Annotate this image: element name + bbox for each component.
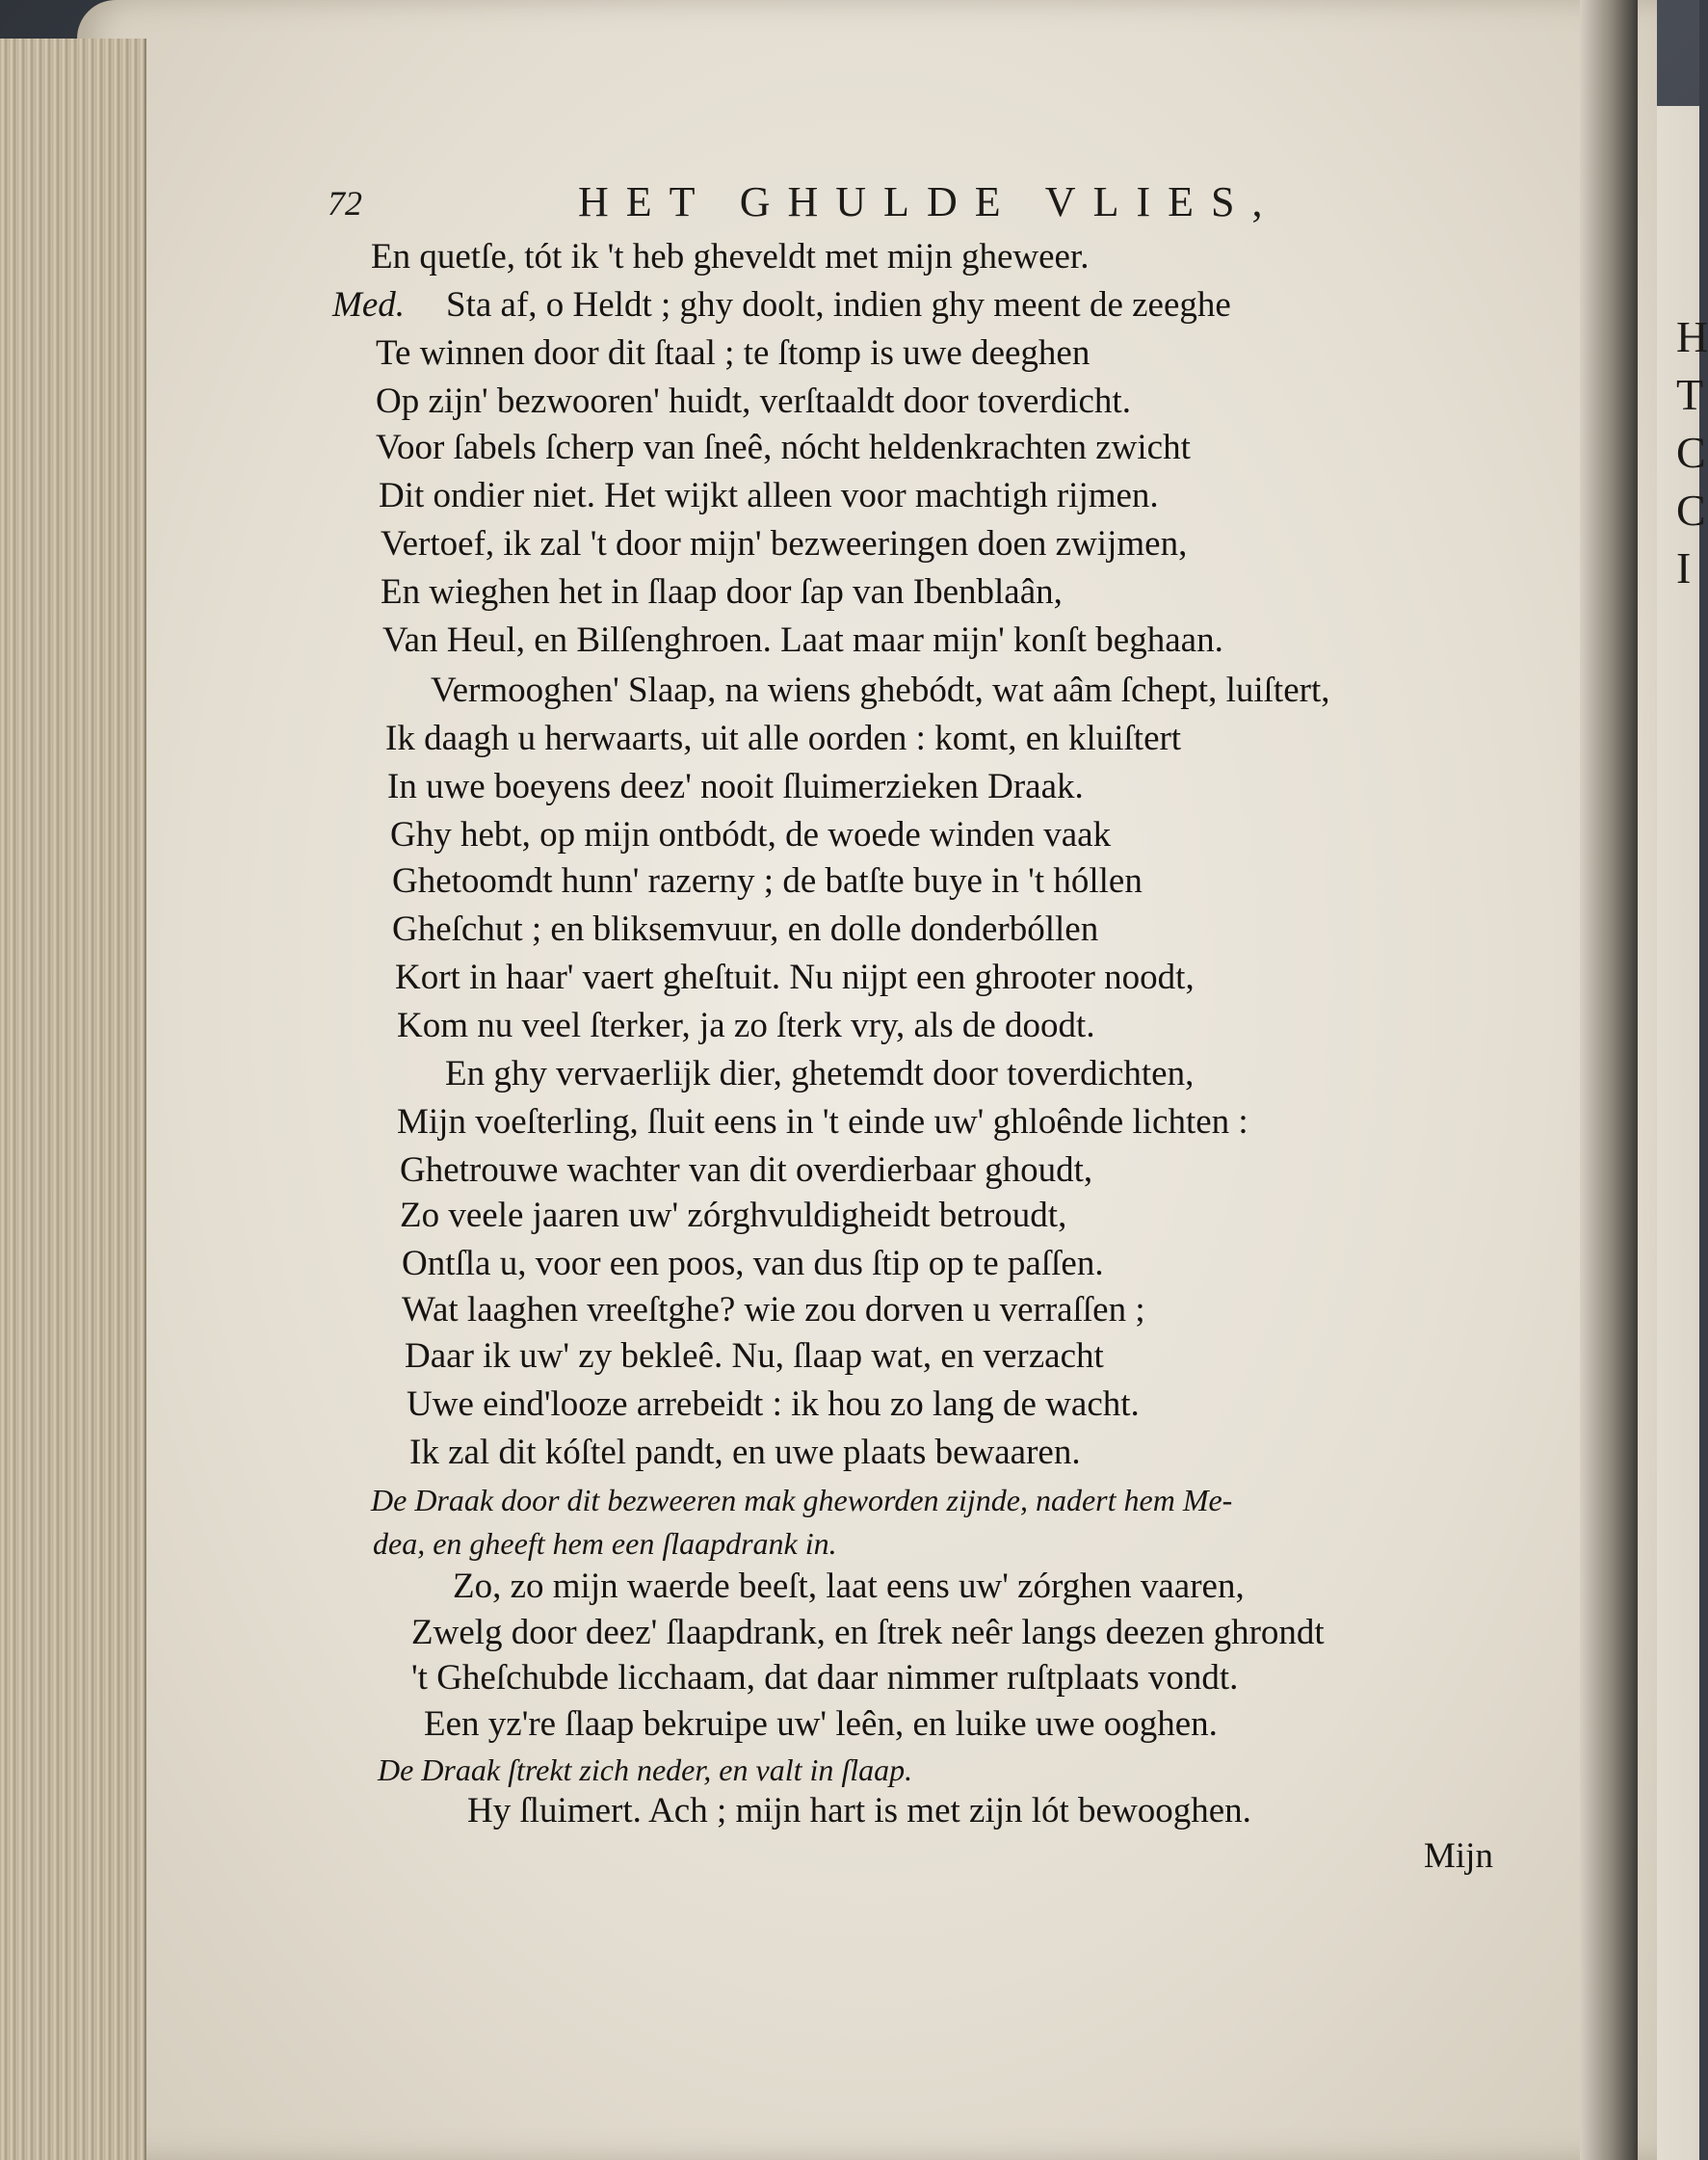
verse-line: Daar ik uw' zy bekleê. Nu, ſlaap wat, en verzacht xyxy=(405,1336,1104,1376)
verse-line: Dit ondier niet. Het wijkt alleen voor machtigh rijmen. xyxy=(379,476,1159,515)
facing-letter: T xyxy=(1676,370,1704,419)
verse-line: Een yz're ſlaap bekruipe uw' leên, en luike uwe ooghen. xyxy=(424,1704,1218,1744)
verse-line: 't Gheſchubde licchaam, dat daar nimmer ruſtplaats vondt. xyxy=(411,1658,1239,1698)
verse-line: Vertoef, ik zal 't door mijn' bezweeringen doen zwijmen, xyxy=(381,524,1188,564)
verse-line: En ghy vervaerlijk dier, ghetemdt door toverdichten, xyxy=(445,1054,1195,1093)
verse-line: Ghy hebt, op mijn ontbódt, de woede winden vaak xyxy=(390,815,1112,855)
verse-line: Gheſchut ; en bliksemvuur, en dolle donderbóllen xyxy=(392,909,1099,949)
facing-letter: C xyxy=(1676,428,1706,477)
verse-line: Hy ſluimert. Ach ; mijn hart is met zijn lót bewooghen. xyxy=(467,1791,1251,1831)
verse-line: Voor ſabels ſcherp van ſneê, nócht heldenkrachten zwicht xyxy=(376,428,1191,467)
verse-line: Ik daagh u herwaarts, uit alle oorden : komt, en kluiſtert xyxy=(385,719,1182,758)
verse-line: Mijn voeſterling, ſluit eens in 't einde uw' ghloênde lichten : xyxy=(397,1102,1248,1142)
verse-line: Ik zal dit kóſtel pandt, en uwe plaats bewaaren. xyxy=(409,1433,1081,1472)
verse-line: Kort in haar' vaert gheſtuit. Nu nijpt een ghrooter noodt, xyxy=(395,958,1195,997)
verse-line: Vermooghen' Slaap, na wiens ghebódt, wat aâm ſchept, luiſtert, xyxy=(431,671,1330,710)
speaker-label: Med. xyxy=(332,285,405,325)
page-number: 72 xyxy=(328,184,362,223)
verse-line: Wat laaghen vreeſtghe? wie zou dorven u verraſſen ; xyxy=(402,1290,1145,1330)
verse-line: Zwelg door deez' ſlaapdrank, en ſtrek neêr langs deezen ghrondt xyxy=(411,1613,1325,1652)
facing-letter: H xyxy=(1676,312,1708,361)
verse-line: Zo veele jaaren uw' zórghvuldigheidt betroudt, xyxy=(400,1196,1067,1235)
verse-line: Zo, zo mijn waerde beeſt, laat eens uw' zórghen vaaren, xyxy=(453,1567,1245,1606)
verse-line: Van Heul, en Bilſenghroen. Laat maar mijn' konſt beghaan. xyxy=(382,620,1223,660)
verse-line: Te winnen door dit ſtaal ; te ſtomp is uwe deeghen xyxy=(376,333,1090,373)
verse-line: Op zijn' bezwooren' huidt, verſtaaldt door toverdicht. xyxy=(376,382,1131,421)
verse-line: En wieghen het in ſlaap door ſap van Ibenblaân, xyxy=(381,572,1063,612)
stage-direction: dea, en gheeft hem een ſlaapdrank in. xyxy=(373,1526,837,1561)
verse-line: Uwe eind'looze arrebeidt : ik hou zo lang de wacht. xyxy=(407,1384,1140,1424)
verse-line: Ghetoomdt hunn' razerny ; de batſte buye in 't hóllen xyxy=(392,861,1143,901)
verse-line: En quetſe, tót ik 't heb gheveldt met mijn gheweer. xyxy=(371,237,1090,277)
verse-line: Kom nu veel ſterker, ja zo ſterk vry, als de doodt. xyxy=(397,1006,1095,1045)
verse-line: In uwe boeyens deez' nooit ſluimerzieken Draak. xyxy=(387,767,1084,806)
running-title: HET GHULDE VLIES, xyxy=(578,178,1280,225)
verse-line: Ontſla u, voor een poos, van dus ſtip op te paſſen. xyxy=(402,1244,1104,1283)
stage-direction: De Draak ſtrekt zich neder, en valt in ſlaap. xyxy=(378,1752,913,1787)
catchword: Mijn xyxy=(1424,1836,1493,1876)
facing-letter: C xyxy=(1676,486,1706,535)
verse-line: Sta af, o Heldt ; ghy doolt, indien ghy meent de zeeghe xyxy=(446,285,1231,325)
stage-direction: De Draak door dit bezweeren mak gheworden zijnde, nadert hem Me- xyxy=(371,1483,1233,1517)
facing-letter: I xyxy=(1676,543,1692,593)
verse-line: Ghetrouwe wachter van dit overdierbaar ghoudt, xyxy=(400,1150,1093,1190)
